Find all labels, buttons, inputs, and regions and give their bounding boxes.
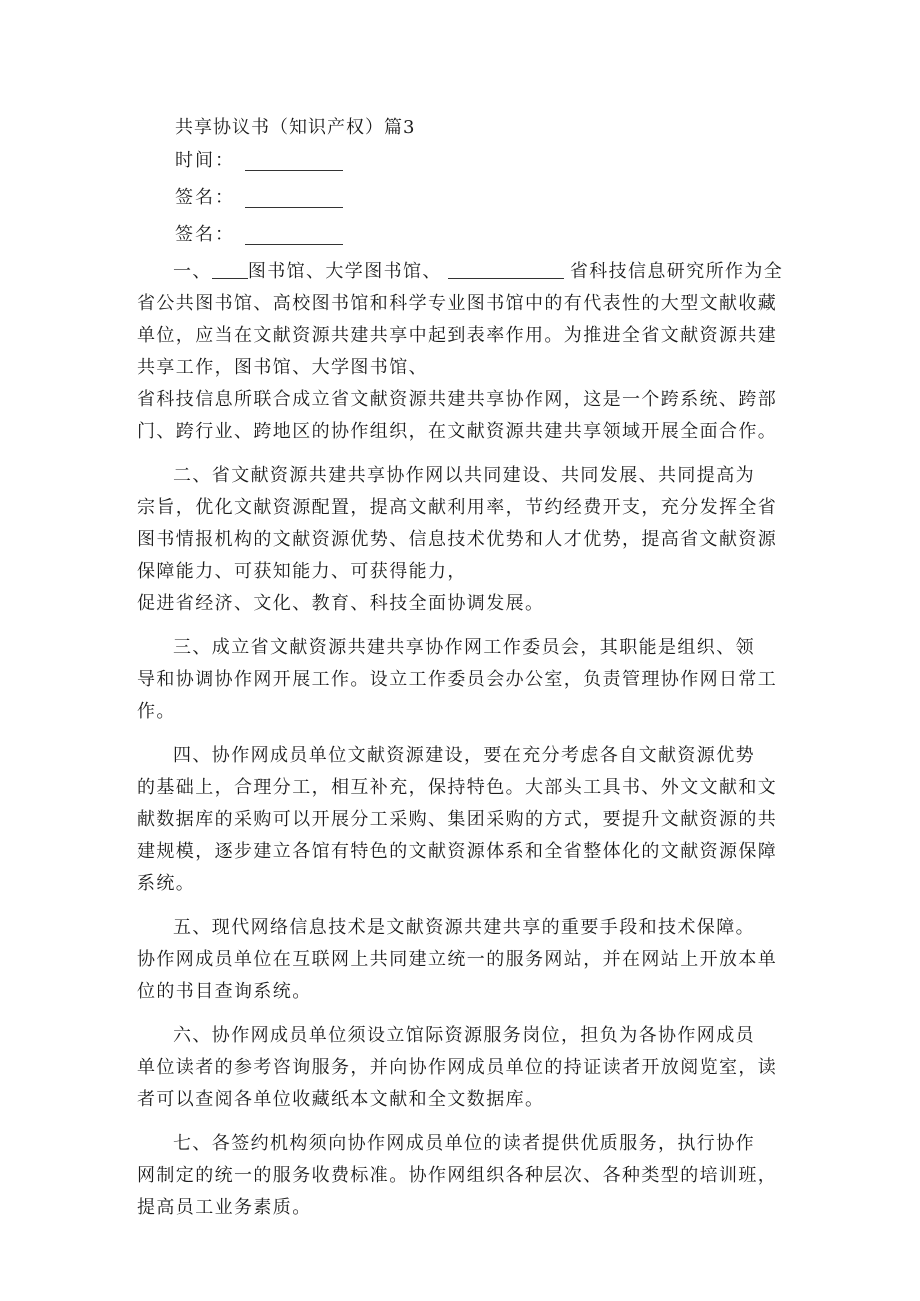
paragraph-line: 三、成立省文献资源共建共享协作网工作委员会，其职能是组织、领 bbox=[173, 637, 755, 658]
paragraph-line: 单位，应当在文献资源共建共享中起到表率作用。为推进全省文献资源共建 bbox=[137, 325, 778, 346]
paragraph-line: 四、协作网成员单位文献资源建设，要在充分考虑各自文献资源优势 bbox=[173, 745, 755, 766]
paragraph-6 bbox=[137, 1020, 787, 1116]
paragraph-line: 二、省文献资源共建共享协作网以共同建设、共同发展、共同提高为 bbox=[173, 465, 755, 486]
paragraph-line: 五、现代网络信息技术是文献资源共建共享的重要手段和技术保障。 bbox=[173, 917, 755, 938]
paragraph-line: 导和协调协作网开展工作。设立工作委员会办公室，负责管理协作网日常工 bbox=[137, 669, 778, 690]
paragraph-line: 门、跨行业、跨地区的协作组织，在文献资源共建共享领域开展全面合作。 bbox=[137, 421, 778, 442]
paragraph-line: 保障能力、可获知能力、可获得能力， bbox=[137, 561, 467, 582]
paragraph-line: 献数据库的采购可以开展分工采购、集团采购的方式，要提升文献资源的共 bbox=[137, 809, 778, 830]
fill-blank bbox=[212, 260, 248, 279]
signature-field-2 bbox=[175, 221, 343, 249]
time-blank bbox=[245, 152, 343, 171]
signature-label-1: 签名： bbox=[175, 187, 235, 208]
document-body bbox=[137, 256, 787, 1236]
paragraph-line: 位的书目查询系统。 bbox=[137, 981, 312, 1002]
paragraph-7 bbox=[137, 1128, 787, 1224]
paragraph-1 bbox=[137, 256, 787, 448]
paragraph-line: 共享工作，图书馆、大学图书馆、 bbox=[137, 357, 428, 378]
text-span: 省科技信息研究所作为全 bbox=[569, 261, 784, 282]
paragraph-line: 提高员工业务素质。 bbox=[137, 1197, 312, 1218]
paragraph-line: 建规模，逐步建立各馆有特色的文献资源体系和全省整体化的文献资源保障 bbox=[137, 841, 778, 862]
paragraph-line: 七、各签约机构须向协作网成员单位的读者提供优质服务，执行协作 bbox=[173, 1133, 755, 1154]
paragraph-line: 的基础上，合理分工，相互补充，保持特色。大部头工具书、外文文献和文 bbox=[137, 777, 778, 798]
paragraph-line: 系统。 bbox=[137, 873, 196, 894]
paragraph-line: 省科技信息所联合成立省文献资源共建共享协作网，这是一个跨系统、跨部 bbox=[137, 389, 778, 410]
paragraph-line: 图书情报机构的文献资源优势、信息技术优势和人才优势，提高省文献资源 bbox=[137, 529, 778, 550]
paragraph-5 bbox=[137, 912, 787, 1008]
paragraph-line: 作。 bbox=[137, 701, 176, 722]
signature-blank-2 bbox=[245, 226, 343, 245]
fill-blank bbox=[448, 260, 564, 279]
paragraph-4 bbox=[137, 740, 787, 900]
paragraph-line: 单位读者的参考咨询服务，并向协作网成员单位的持证读者开放阅览室，读 bbox=[137, 1057, 778, 1078]
paragraph-line: 网制定的统一的服务收费标准。协作网组织各种层次、各种类型的培训班， bbox=[137, 1165, 778, 1186]
clause-number: 一、 bbox=[173, 261, 212, 282]
time-label: 时间： bbox=[175, 150, 235, 171]
paragraph-line: 六、协作网成员单位须设立馆际资源服务岗位，担负为各协作网成员 bbox=[173, 1025, 755, 1046]
paragraph-line: 协作网成员单位在互联网上共同建立统一的服务网站，并在网站上开放本单 bbox=[137, 949, 778, 970]
document-title: 共享协议书（知识产权）篇3 bbox=[175, 117, 416, 138]
time-field bbox=[175, 147, 343, 175]
paragraph-line: 宗旨，优化文献资源配置，提高文献利用率，节约经费开支，充分发挥全省 bbox=[137, 497, 778, 518]
paragraph-2 bbox=[137, 460, 787, 620]
paragraph-line: 促进省经济、文化、教育、科技全面协调发展。 bbox=[137, 593, 545, 614]
signature-field-1 bbox=[175, 184, 343, 212]
paragraph-line: 省公共图书馆、高校图书馆和科学专业图书馆中的有代表性的大型文献收藏 bbox=[137, 293, 778, 314]
text-span: 图书馆、大学图书馆、 bbox=[247, 261, 442, 282]
paragraph-line: 者可以查阅各单位收藏纸本文献和全文数据库。 bbox=[137, 1089, 545, 1110]
signature-label-2: 签名： bbox=[175, 224, 235, 245]
paragraph-line bbox=[137, 256, 787, 288]
signature-blank-1 bbox=[245, 189, 343, 208]
paragraph-3 bbox=[137, 632, 787, 728]
